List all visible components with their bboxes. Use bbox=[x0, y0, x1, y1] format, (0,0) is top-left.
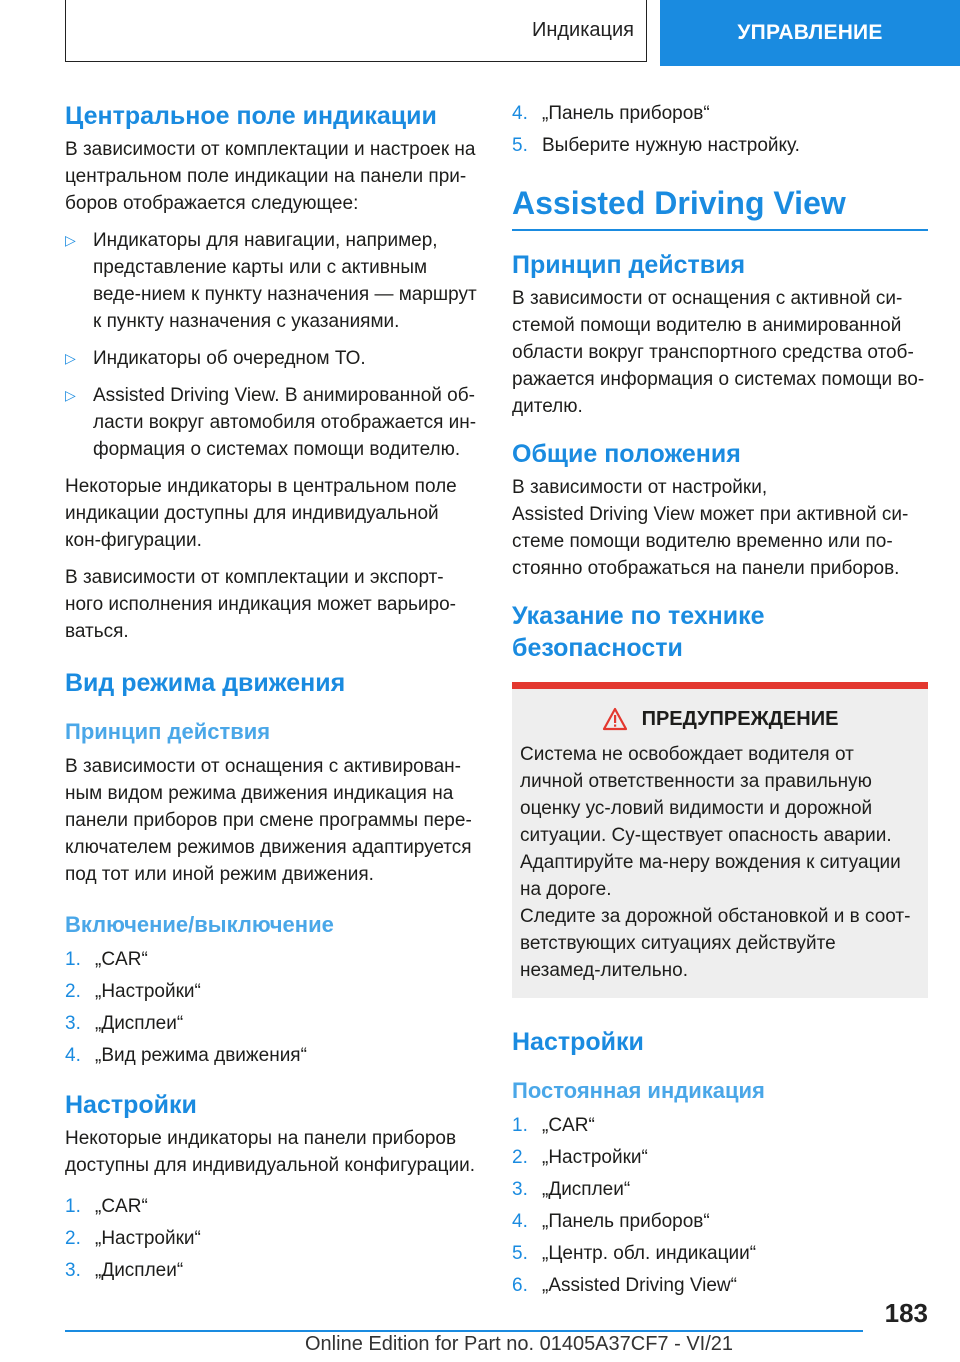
central-field-bullets bbox=[65, 227, 477, 463]
list-item: 4. „Панель приборов“ bbox=[512, 103, 710, 124]
left-column bbox=[65, 100, 477, 1294]
list-item: 5. Выберите нужную настройку. bbox=[512, 135, 800, 156]
list-item: 3. „Дисплеи“ bbox=[512, 1179, 631, 1200]
chapter-tab[interactable] bbox=[660, 0, 960, 66]
triangle-bullet-icon: ▷ bbox=[65, 350, 76, 366]
list-item: 1. „CAR“ bbox=[512, 1115, 595, 1136]
list-item: 4. „Вид режима движения“ bbox=[65, 1045, 307, 1066]
continued-steps bbox=[512, 100, 928, 159]
drive-mode-principle-title: Принцип действия bbox=[65, 719, 271, 744]
list-item: 3. „Дисплеи“ bbox=[65, 1013, 184, 1034]
footer-edition: Online Edition for Part no. 01405A37CF7 - VI/21 bbox=[305, 1333, 734, 1355]
page-number: 183 bbox=[884, 1298, 928, 1328]
list-item: ▷ Индикаторы для навигации, например, представление карты или с активным веде-нием к пункту назначения — маршрут к пункту назначения с указаниями. bbox=[65, 227, 477, 335]
warning-header bbox=[520, 707, 920, 731]
settings-title: Настройки bbox=[65, 1091, 197, 1119]
general-title: Общие положения bbox=[512, 440, 741, 468]
warning-label: ПРЕДУПРЕЖДЕНИЕ bbox=[641, 707, 839, 730]
drive-mode-title: Вид режима движения bbox=[65, 669, 346, 697]
paragraph: Некоторые индикаторы в центральном поле индикации доступны для индивидуальной кон-фигурации. bbox=[65, 476, 457, 551]
chapter-tab-label: УПРАВЛЕНИЕ bbox=[737, 21, 883, 44]
triangle-bullet-icon: ▷ bbox=[65, 387, 76, 403]
permanent-display-title: Постоянная индикация bbox=[512, 1078, 765, 1103]
list-item: ▷ Индикаторы об очередном ТО. bbox=[65, 345, 477, 372]
warning-box bbox=[512, 682, 928, 998]
list-item: 4. „Панель приборов“ bbox=[512, 1211, 710, 1232]
list-item: 2. „Настройки“ bbox=[65, 1228, 201, 1249]
warning-text: Система не освобождает водителя от личной ответственности за правильную оценку ус-ловий видимости и дорожной ситуации. Су-ществует опасность аварии. Адаптируйте ма-неру вождения к ситуации на дороге. bbox=[520, 744, 901, 900]
central-field-title: Центральное поле индикации bbox=[65, 102, 437, 130]
right-column bbox=[512, 100, 928, 1309]
principle-text: В зависимости от оснащения с активной си-стемой помощи водителю в анимированной области вокруг транспортного средства отоб-ражается информация о системах помощи во-дителю. bbox=[512, 288, 925, 417]
section-tab bbox=[65, 0, 647, 62]
on-off-title: Включение/выключение bbox=[65, 912, 334, 937]
list-item: ▷ Assisted Driving View. В анимированной об-ласти вокруг автомобиля отображается ин-формация о системах помощи водителю. bbox=[65, 382, 477, 463]
list-item: 3. „Дисплеи“ bbox=[65, 1260, 184, 1281]
list-item: 6. „Assisted Driving View“ bbox=[512, 1275, 737, 1296]
warning-text: Следите за дорожной обстановкой и в соот-ветствующих ситуациях действуйте незамед-лительно. bbox=[520, 906, 911, 981]
settings-steps bbox=[65, 1193, 477, 1284]
list-item: 1. „CAR“ bbox=[65, 949, 148, 970]
on-off-steps bbox=[65, 946, 477, 1069]
safety-title: Указание по технике безопасности bbox=[512, 602, 765, 662]
paragraph: В зависимости от комплектации и экспорт-ного исполнения индикация может варьиро-ваться. bbox=[65, 567, 456, 642]
list-item: 5. „Центр. обл. индикации“ bbox=[512, 1243, 757, 1264]
list-item: 2. „Настройки“ bbox=[512, 1147, 648, 1168]
list-item: 2. „Настройки“ bbox=[65, 981, 201, 1002]
settings-text: Некоторые индикаторы на панели приборов доступны для индивидуальной конфигурации. bbox=[65, 1128, 475, 1176]
right-settings-title: Настройки bbox=[512, 1028, 644, 1056]
list-item: 1. „CAR“ bbox=[65, 1196, 148, 1217]
section-tab-label: Индикация bbox=[531, 19, 634, 41]
general-text: В зависимости от настройки, Assisted Driving View может при активной си-стеме помощи водителю временно или по-стоянно отображаться на панели приборов. bbox=[512, 477, 909, 579]
permanent-display-steps bbox=[512, 1112, 928, 1299]
warning-triangle-icon bbox=[602, 707, 628, 731]
central-field-intro: В зависимости от комплектации и настроек на центральном поле индикации на панели при-боров отображается следующее: bbox=[65, 139, 476, 214]
footer-divider bbox=[65, 1330, 863, 1332]
principle-title: Принцип действия bbox=[512, 251, 746, 279]
assisted-driving-view-title: Assisted Driving View bbox=[512, 183, 928, 231]
triangle-bullet-icon: ▷ bbox=[65, 232, 76, 248]
drive-mode-principle-text: В зависимости от оснащения с активирован-ным видом режима движения индикация на панели приборов при смене программы пере-ключателем режимов движения адаптируется под тот или иной режим движения. bbox=[65, 756, 472, 885]
